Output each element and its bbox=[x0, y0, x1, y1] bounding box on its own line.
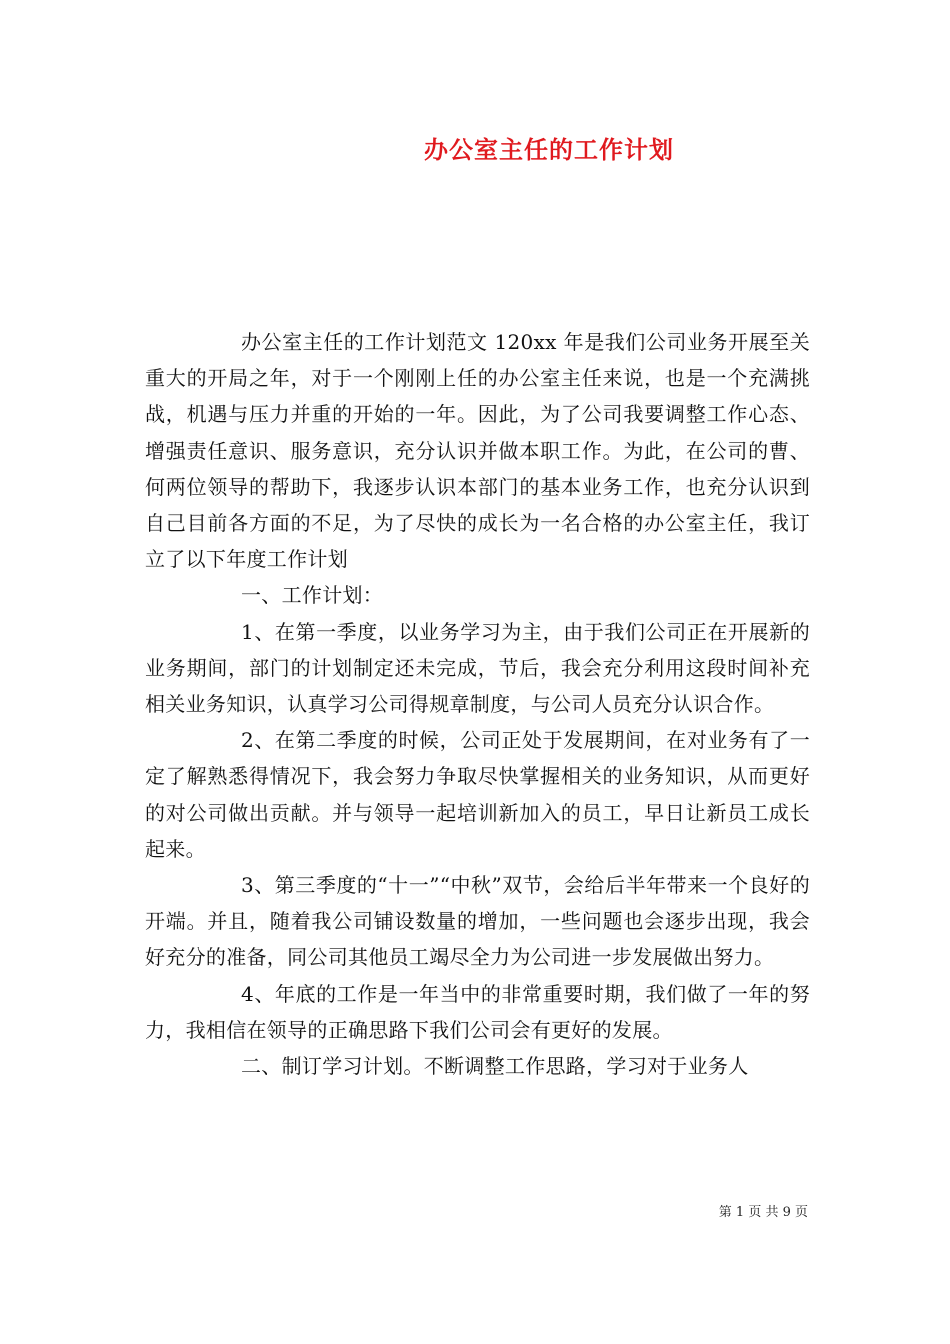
plan-item-1: 1、在第一季度，以业务学习为主，由于我们公司正在开展新的业务期间，部门的计划制定还未完成，节后，我会充分利用这段时间补充相关业务知识，认真学习公司得规章制度，与公司人员充分认识合作。 bbox=[145, 619, 810, 717]
document-body bbox=[145, 324, 810, 1084]
section-heading-work-plan: 一、工作计划： bbox=[241, 583, 384, 608]
page-number: 第 1 页 共 9 页 bbox=[718, 1205, 808, 1220]
document-title: 办公室主任的工作计划 bbox=[424, 136, 674, 164]
intro-paragraph: 办公室主任的工作计划范文 120xx 年是我们公司业务开展至关重大的开局之年，对于一个刚刚上任的办公室主任来说，也是一个充满挑战，机遇与压力并重的开始的一年。因此，为了公司我要调整工作心态、增强责任意识、服务意识，充分认识并做本职工作。为此，在公司的曹、何两位领导的帮助下，我逐步认识本部门的基本业务工作，也充分认识到自己目前各方面的不足，为了尽快的成长为一名合格的办公室主任，我订立了以下年度工作计划 bbox=[145, 330, 810, 572]
plan-item-2: 2、在第二季度的时候，公司正处于发展期间，在对业务有了一定了解熟悉得情况下，我会努力争取尽快掌握相关的业务知识，从而更好的对公司做出贡献。并与领导一起培训新加入的员工，早日让新员工成长起来。 bbox=[145, 728, 810, 861]
section-heading-study-plan: 二、制订学习计划。不断调整工作思路，学习对于业务人 bbox=[241, 1054, 749, 1079]
plan-item-4: 4、年底的工作是一年当中的非常重要时期，我们做了一年的努力，我相信在领导的正确思路下我们公司会有更好的发展。 bbox=[145, 981, 810, 1042]
plan-item-3: 3、第三季度的“十一”“中秋”双节，会给后半年带来一个良好的开端。并且，随着我公司铺设数量的增加，一些问题也会逐步出现，我会好充分的准备，同公司其他员工竭尽全力为公司进一步发展做出努力。 bbox=[145, 873, 810, 970]
